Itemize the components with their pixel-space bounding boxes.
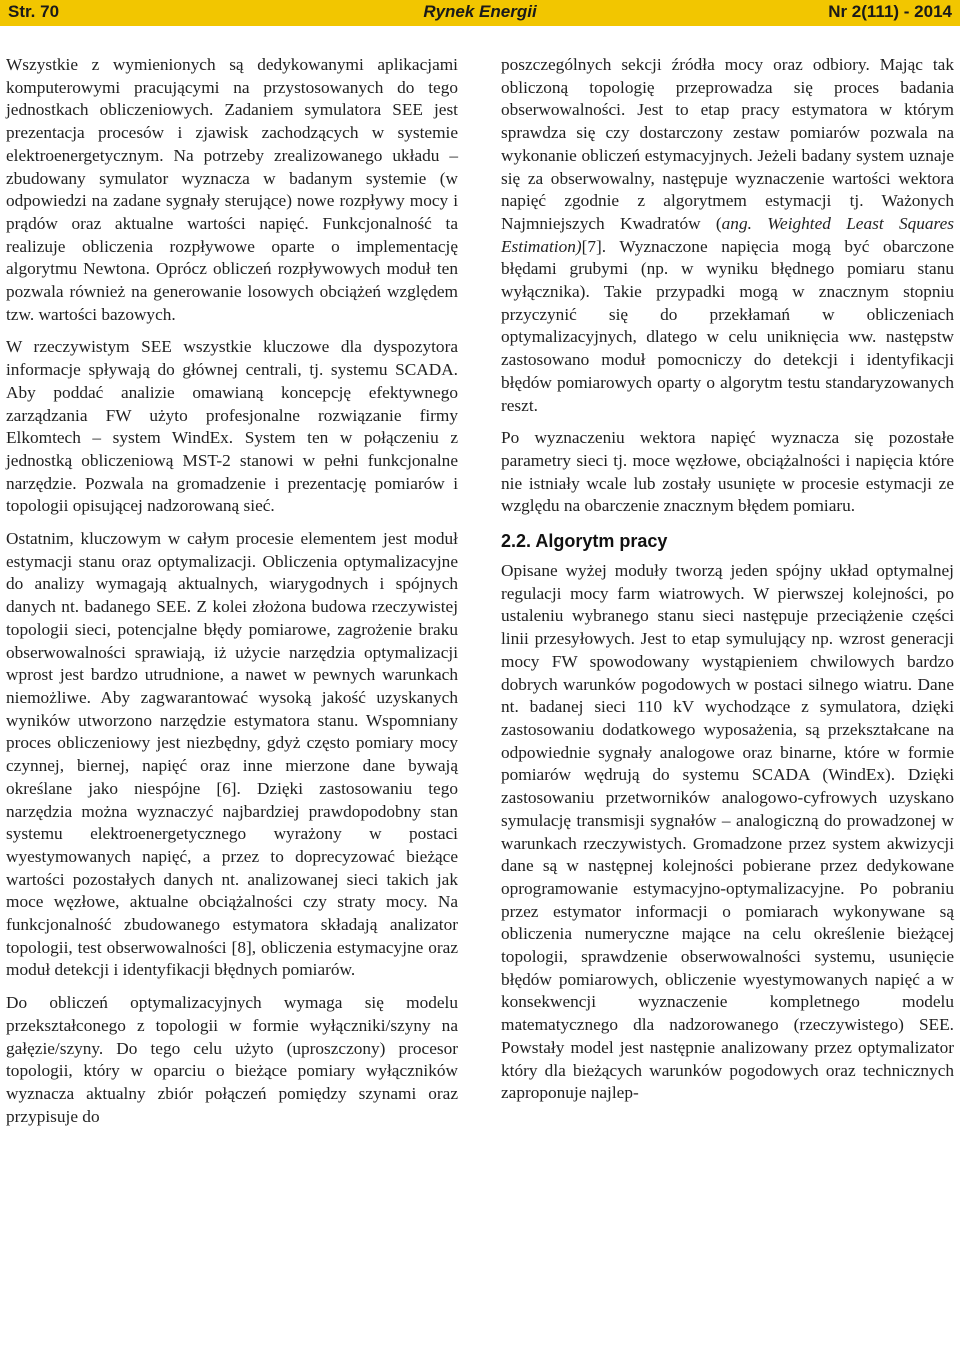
right-paragraph-1-text: poszczególnych sekcji źródła mocy oraz odbiory. Mając tak obliczoną topologię przeprowadza się proces badania obserwowalności. Jest to etap pracy estymatora w którym sprawdza się czy dostarczony zestaw pomiarów pozwala na wykonanie obliczeń estymacyjnych. Jeżeli badany system uznaje się za obserwowalny, następuje wyznaczenie wartości wektora napięć zgodnie z algorytmem estymacji tj. Ważonych Najmniejszych Kwadratów (: [501, 55, 954, 233]
right-paragraph-1-end: [7]. Wyznaczone napięcia mogą być obarczone błędami grubymi (np. w wyniku błędnego pomiaru stanu wyłącznika). Takie przypadki mogą w znacznym stopniu przyczynić się do przekłamań w obliczeniach optymalizacyjnych, dlatego w celu uniknięcia ww. następstw zastosowano moduł pomocniczy do detekcji i identyfikacji błędów pomiarowych oparty o algorytm testu standaryzowanych reszt.: [501, 236, 954, 415]
page-header-bar: [0, 0, 960, 26]
right-paragraph-3: Opisane wyżej moduły tworzą jeden spójny układ optymalnej regulacji mocy farm wiatrowych. W pierwszej kolejności, po ustaleniu wybranego stanu sieci następuje przeciążenie części linii przesyłowych. Jest to etap symulujący np. wzrost generacji mocy FW spowodowany wystąpieniem chwilowych bardzo dobrych warunków pogodowych w postaci silnego wiatru. Dane nt. badanej sieci 110 kV wychodzące z symulatora, dzięki zastosowaniu dodatkowego wyposażenia, są przekształcane na odpowiednie sygnały analogowe oraz binarne, które w formie pomiarów wędrują do systemu SCADA (WindEx). Dzięki zastosowaniu przetworników analogowo-cyfrowych uzyskano symulację transmisji sygnałów – analogiczną do prowadzonej w warunkach rzeczywistych. Gromadzone przez system akwizycji dane są w następnej kolejności pobierane przez dedykowane oprogramowanie estymacyjno-optymalizacyjne. Po pobraniu przez estymator informacji o pomiarach wykonywane są obliczenia numeryczne mające na celu określenie bieżącej topologii, sprawdzenie obserwowalności systemu, usunięcie błędów pomiarowych, obliczenie wyestymowanych napięć a w konsekwencji wyznaczenie kompletnego modelu matematycznego dla nadzorowanego (rzeczywistego) SEE. Powstały model jest następnie analizowany przez optymalizator który dla bieżących warunków pogodowych oraz technicznych zaproponuje najlep-: [501, 561, 954, 1103]
issue-number: Nr 2(111) - 2014: [828, 2, 952, 21]
right-paragraph-2: Po wyznaczeniu wektora napięć wyznacza się pozostałe parametry sieci tj. moce węzłowe, obciążalności i napięcia które nie istniały wcale lub zostały usunięte w procesie estymacji ze względu na obarczenie znacznym błędem pomiaru.: [501, 428, 954, 516]
left-column: [6, 54, 458, 1138]
page-number: Str. 70: [8, 2, 60, 21]
left-paragraph-4: Do obliczeń optymalizacyjnych wymaga się modelu przekształconego z topologii w formie wyłączniki/szyny na gałęzie/szyny. Do tego celu użyto (uproszczony) procesor topologii, który w oparciu o bieżące pomiary wyłączników wyznacza aktualny zbiór połączeń pomiędzy szynami oraz przypisuje do: [6, 993, 458, 1126]
left-paragraph-2: W rzeczywistym SEE wszystkie kluczowe dla dyspozytora informacje spływają do głównej centrali, tj. systemu SCADA. Aby poddać analizie omawianą koncepcję efektywnego zarządzania FW użyto profesjonalne rozwiązanie firmy Elkomtech – system WindEx. System ten w połączeniu z jednostką obliczeniową MST-2 stanowi w pełni funkcjonalne narzędzie. Pozwala na gromadzenie i prezentację pomiarów i topologii opisującej nadzorowaną sieć.: [6, 337, 458, 516]
journal-title: Rynek Energii: [423, 2, 537, 21]
section-heading: 2.2. Algorytm pracy: [501, 531, 668, 552]
right-column: [501, 54, 954, 1115]
left-paragraph-1: Wszystkie z wymienionych są dedykowanymi aplikacjami komputerowymi pracującymi na przystosowanych do tego jednostkach obliczeniowych. Zadaniem symulatora SEE jest prezentacja procesów i zjawisk zachodzących w systemie elektroenergetycznym. Na potrzeby zrealizowanego układu – zbudowany symulator wyznacza w badanym systemie (w odpowiedzi na zadane sygnały sterujące) nowe rozpływy mocy i prądów oraz aktualne wartości napięć. Funkcjonalność ta realizuje obliczenia rozpływowe oparte o implementację algorytmu Newtona. Oprócz obliczeń rozpływowych moduł ten pozwala również na generowanie losowych obciążeń względem tzw. wartości bazowych.: [6, 55, 458, 324]
right-paragraph-1: [501, 54, 954, 417]
right-paragraph-1-italic: ang. Weighted Least Squares Estimation): [501, 213, 954, 256]
left-paragraph-3: Ostatnim, kluczowym w całym procesie elementem jest moduł estymacji stanu oraz optymalizacji. Obliczenia optymalizacyjne do analizy wymagają aktualnych, wiarygodnych i spójnych danych nt. badanego SEE. Z kolei złożona budowa rzeczywistej topologii sieci, potencjalne błędy pomiarowe, zagrożenie braku obserwowalności sprawiają, iż użycie narzędzia optymalizacji wprost jest bardzo utrudnione, a nawet w pewnych warunkach niemożliwe. Aby zagwarantować wysoką jakość uzyskanych wyników utworzono narzędzie estymatora stanu. Wspomniany proces obliczeniowy jest niezbędny, gdyż często pomiary mocy czynnej, biernej, napięć oraz inne mierzone dane bywają określane jako niespójne [6]. Dzięki zastosowaniu tego narzędzia można wyznaczyć najbardziej prawdopodobny stan systemu elektroenergetycznego wyrażony w postaci wyestymowanych napięć, a przez to doprecyzować bieżące wartości pozostałych danych nt. analizowanej sieci takich jak moce węzłowe, aktualne obciążalności czy straty mocy. Na funkcjonalność zbudowanego estymatora składają analizator topologii, test obserwowalności [8], obliczenia estymacyjne oraz moduł detekcji i identyfikacji błędnych pomiarów.: [6, 529, 458, 980]
